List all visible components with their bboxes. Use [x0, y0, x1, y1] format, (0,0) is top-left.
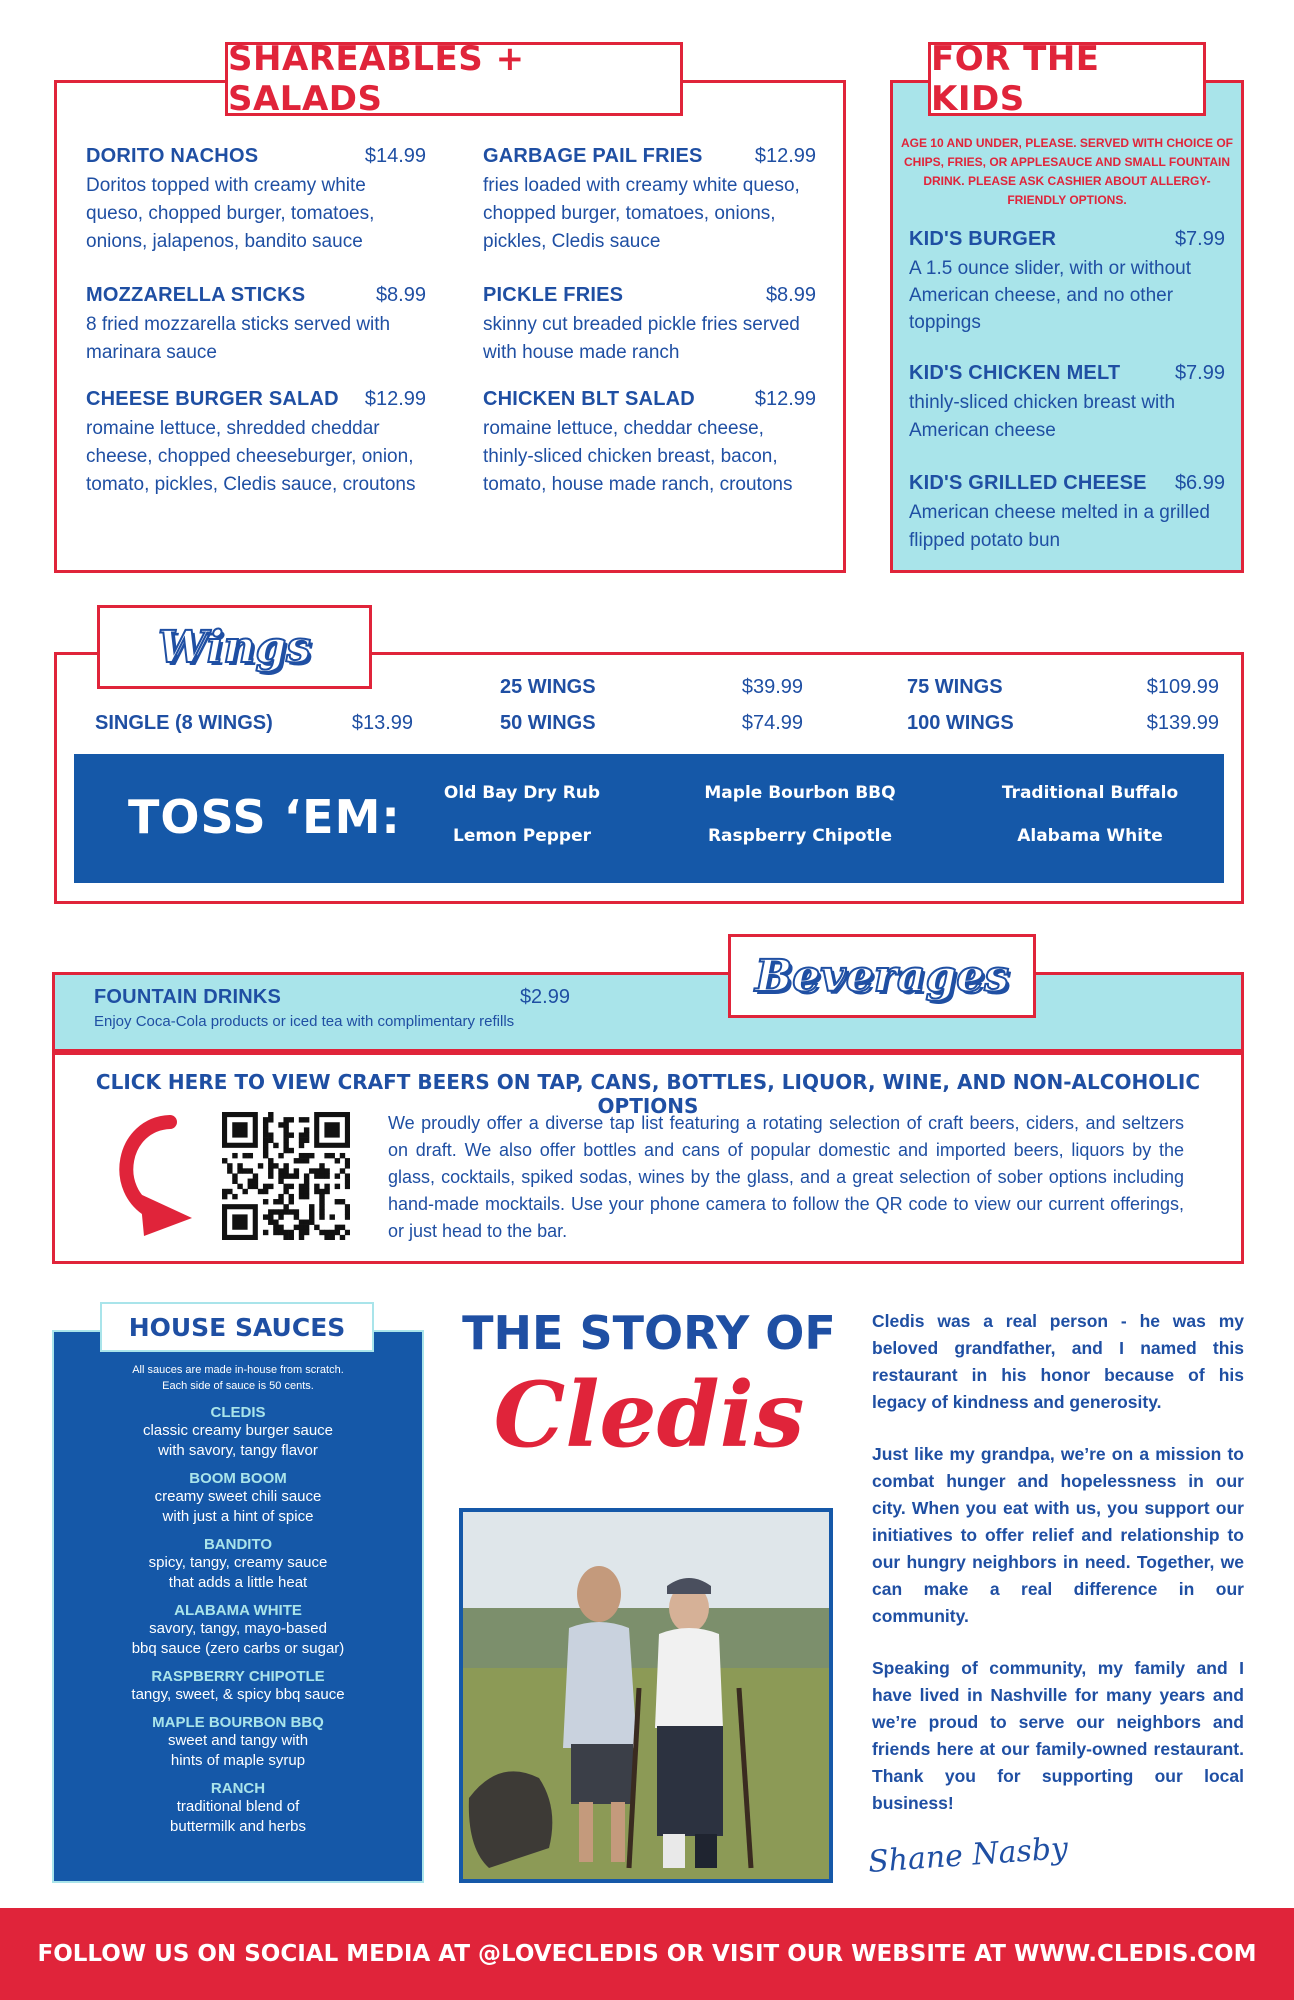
story-paragraph: Just like my grandpa, we’re on a mission to combat hunger and hopelessness in our city. When you eat with us, you support our initiatives to offer relief and relationship to our hungry neighbors in need. Together, we can make a real difference in our community.	[872, 1444, 1244, 1626]
menu-item: CHEESE BURGER SALAD $12.99 romaine lettuce, shredded cheddar cheese, chopped cheeseburger, onion, tomato, pickles, Cledis sauce, croutons	[86, 388, 426, 495]
sauce-list	[56, 1362, 420, 1837]
wing-option: 100 WINGS $139.99	[907, 712, 1219, 734]
fountain-item: FOUNTAIN DRINKS $2.99 Enjoy Coca-Cola products or iced tea with complimentary refills	[94, 986, 570, 1030]
sauce-item: RASPBERRY CHIPOTLE tangy, sweet, & spicy bbq sauce	[131, 1668, 345, 1703]
toss-em-label: TOSS ‘EM:	[128, 790, 401, 844]
story-paragraph: Speaking of community, my family and I have lived in Nashville for many years and we’re proud to serve our neighbors and friends here at our family-owned restaurant. Thank you for supporting our local business!	[872, 1658, 1244, 1813]
toss-sauce: Maple Bourbon BBQ	[704, 783, 896, 803]
sauce-item: MAPLE BOURBON BBQ sweet and tangy with hints of maple syrup	[152, 1714, 324, 1769]
sauce-item: BOOM BOOM creamy sweet chili sauce with just a hint of spice	[154, 1470, 322, 1525]
menu-item: PICKLE FRIES $8.99 skinny cut breaded pickle fries served with house made ranch	[483, 284, 816, 363]
qr-code[interactable]	[222, 1112, 350, 1240]
craft-beer-link[interactable]: CLICK HERE TO VIEW CRAFT BEERS ON TAP, CANS, BOTTLES, LIQUOR, WINE, AND NON-ALCOHOLIC OPTIONS	[95, 1070, 1201, 1118]
menu-item: CHICKEN BLT SALAD $12.99 romaine lettuce, cheddar cheese, thinly-sliced chicken breast, bacon, tomato, house made ranch, croutons	[483, 388, 816, 495]
story-title: THE STORY OF	[462, 1306, 836, 1360]
toss-sauce: Alabama White	[1017, 826, 1163, 846]
curved-arrow-icon	[100, 1110, 210, 1240]
kids-title: FOR THE KIDS	[931, 39, 1100, 119]
signature: Shane Nasby	[867, 1831, 1070, 1880]
kids-header	[928, 39, 1206, 119]
toss-sauce: Lemon Pepper	[452, 826, 592, 846]
sauce-item: CLEDIS classic creamy burger sauce with savory, tangy flavor	[142, 1404, 334, 1459]
wing-option: 75 WINGS $109.99	[907, 676, 1219, 698]
sauce-item: BANDITO spicy, tangy, creamy sauce that adds a little heat	[148, 1536, 328, 1591]
toss-sauce: Raspberry Chipotle	[707, 826, 893, 846]
sauce-item: RANCH traditional blend of buttermilk and herbs	[170, 1780, 306, 1835]
wings-header	[97, 605, 372, 689]
house-sauces-header	[100, 1302, 374, 1352]
toss-sauce: Traditional Buffalo	[1001, 783, 1179, 803]
menu-item: MOZZARELLA STICKS $8.99 8 fried mozzarella sticks served with marinara sauce	[86, 284, 426, 363]
wings-title: Wings	[158, 621, 311, 673]
shareables-title: SHAREABLES + SALADS	[228, 39, 525, 119]
menu-item: DORITO NACHOS $14.99 Doritos topped with creamy white queso, chopped burger, tomatoes, onions, jalapenos, bandito sauce	[86, 145, 426, 252]
footer-banner	[0, 1908, 1294, 2000]
menu-item: KID'S CHICKEN MELT $7.99 thinly-sliced chicken breast with American cheese	[909, 362, 1225, 441]
fountain-desc: Enjoy Coca-Cola products or iced tea with complimentary refills	[94, 1013, 515, 1030]
toss-sauce: Old Bay Dry Rub	[443, 783, 601, 803]
story-name-script: Cledis	[493, 1362, 805, 1468]
sauce-item: ALABAMA WHITE savory, tangy, mayo-based bbq sauce (zero carbs or sugar)	[131, 1602, 345, 1657]
story-paragraph: Cledis was a real person - he was my beloved grandfather, and I named this restaurant in his honor because of his legacy of kindness and generosity.	[872, 1311, 1244, 1412]
menu-item: KID'S BURGER $7.99 A 1.5 ounce slider, with or without American cheese, and no other toppings	[909, 228, 1225, 333]
story-text	[872, 1308, 1244, 1842]
wing-option: 25 WINGS $39.99	[500, 676, 803, 698]
sauce-intro: Each side of sauce is 50 cents.	[162, 1380, 314, 1392]
house-sauces-title: HOUSE SAUCES	[128, 1312, 346, 1342]
footer-text[interactable]: FOLLOW US ON SOCIAL MEDIA AT @LOVECLEDIS OR VISIT OUR WEBSITE AT WWW.CLEDIS.COM	[37, 1941, 1257, 1967]
shareables-header	[225, 39, 683, 119]
wing-option: SINGLE (8 WINGS) $13.99	[95, 712, 413, 734]
wing-option: 50 WINGS $74.99	[500, 712, 803, 734]
kids-note: AGE 10 AND UNDER, PLEASE. SERVED WITH CHOICE OF CHIPS, FRIES, OR APPLESAUCE AND SMALL FOUNTAIN DRINK. PLEASE ASK CASHIER ABOUT ALLERGY-FRIENDLY OPTIONS.	[900, 136, 1234, 207]
beverages-header	[728, 934, 1036, 1018]
sauce-intro: All sauces are made in-house from scratch.	[132, 1364, 344, 1376]
menu-item: GARBAGE PAIL FRIES $12.99 fries loaded with creamy white queso, chopped burger, tomatoes, onions, pickles, Cledis sauce	[483, 145, 816, 252]
beverages-title: Beverages	[755, 950, 1009, 1002]
menu-item: KID'S GRILLED CHEESE $6.99 American cheese melted in a grilled flipped potato bun	[909, 472, 1225, 551]
grandfather-photo	[459, 1508, 833, 1883]
beverages-description: We proudly offer a diverse tap list featuring a rotating selection of craft beers, ciders, and seltzers on draft. We also offer bottles and cans of popular domestic and imported beers, liquors by the glass, cocktails, spiked sodas, wines by the glass, and a great selection of sober options including hand-made mocktails. Use your phone camera to follow the QR code to view our current offerings, or just head to the bar.	[388, 1113, 1184, 1241]
